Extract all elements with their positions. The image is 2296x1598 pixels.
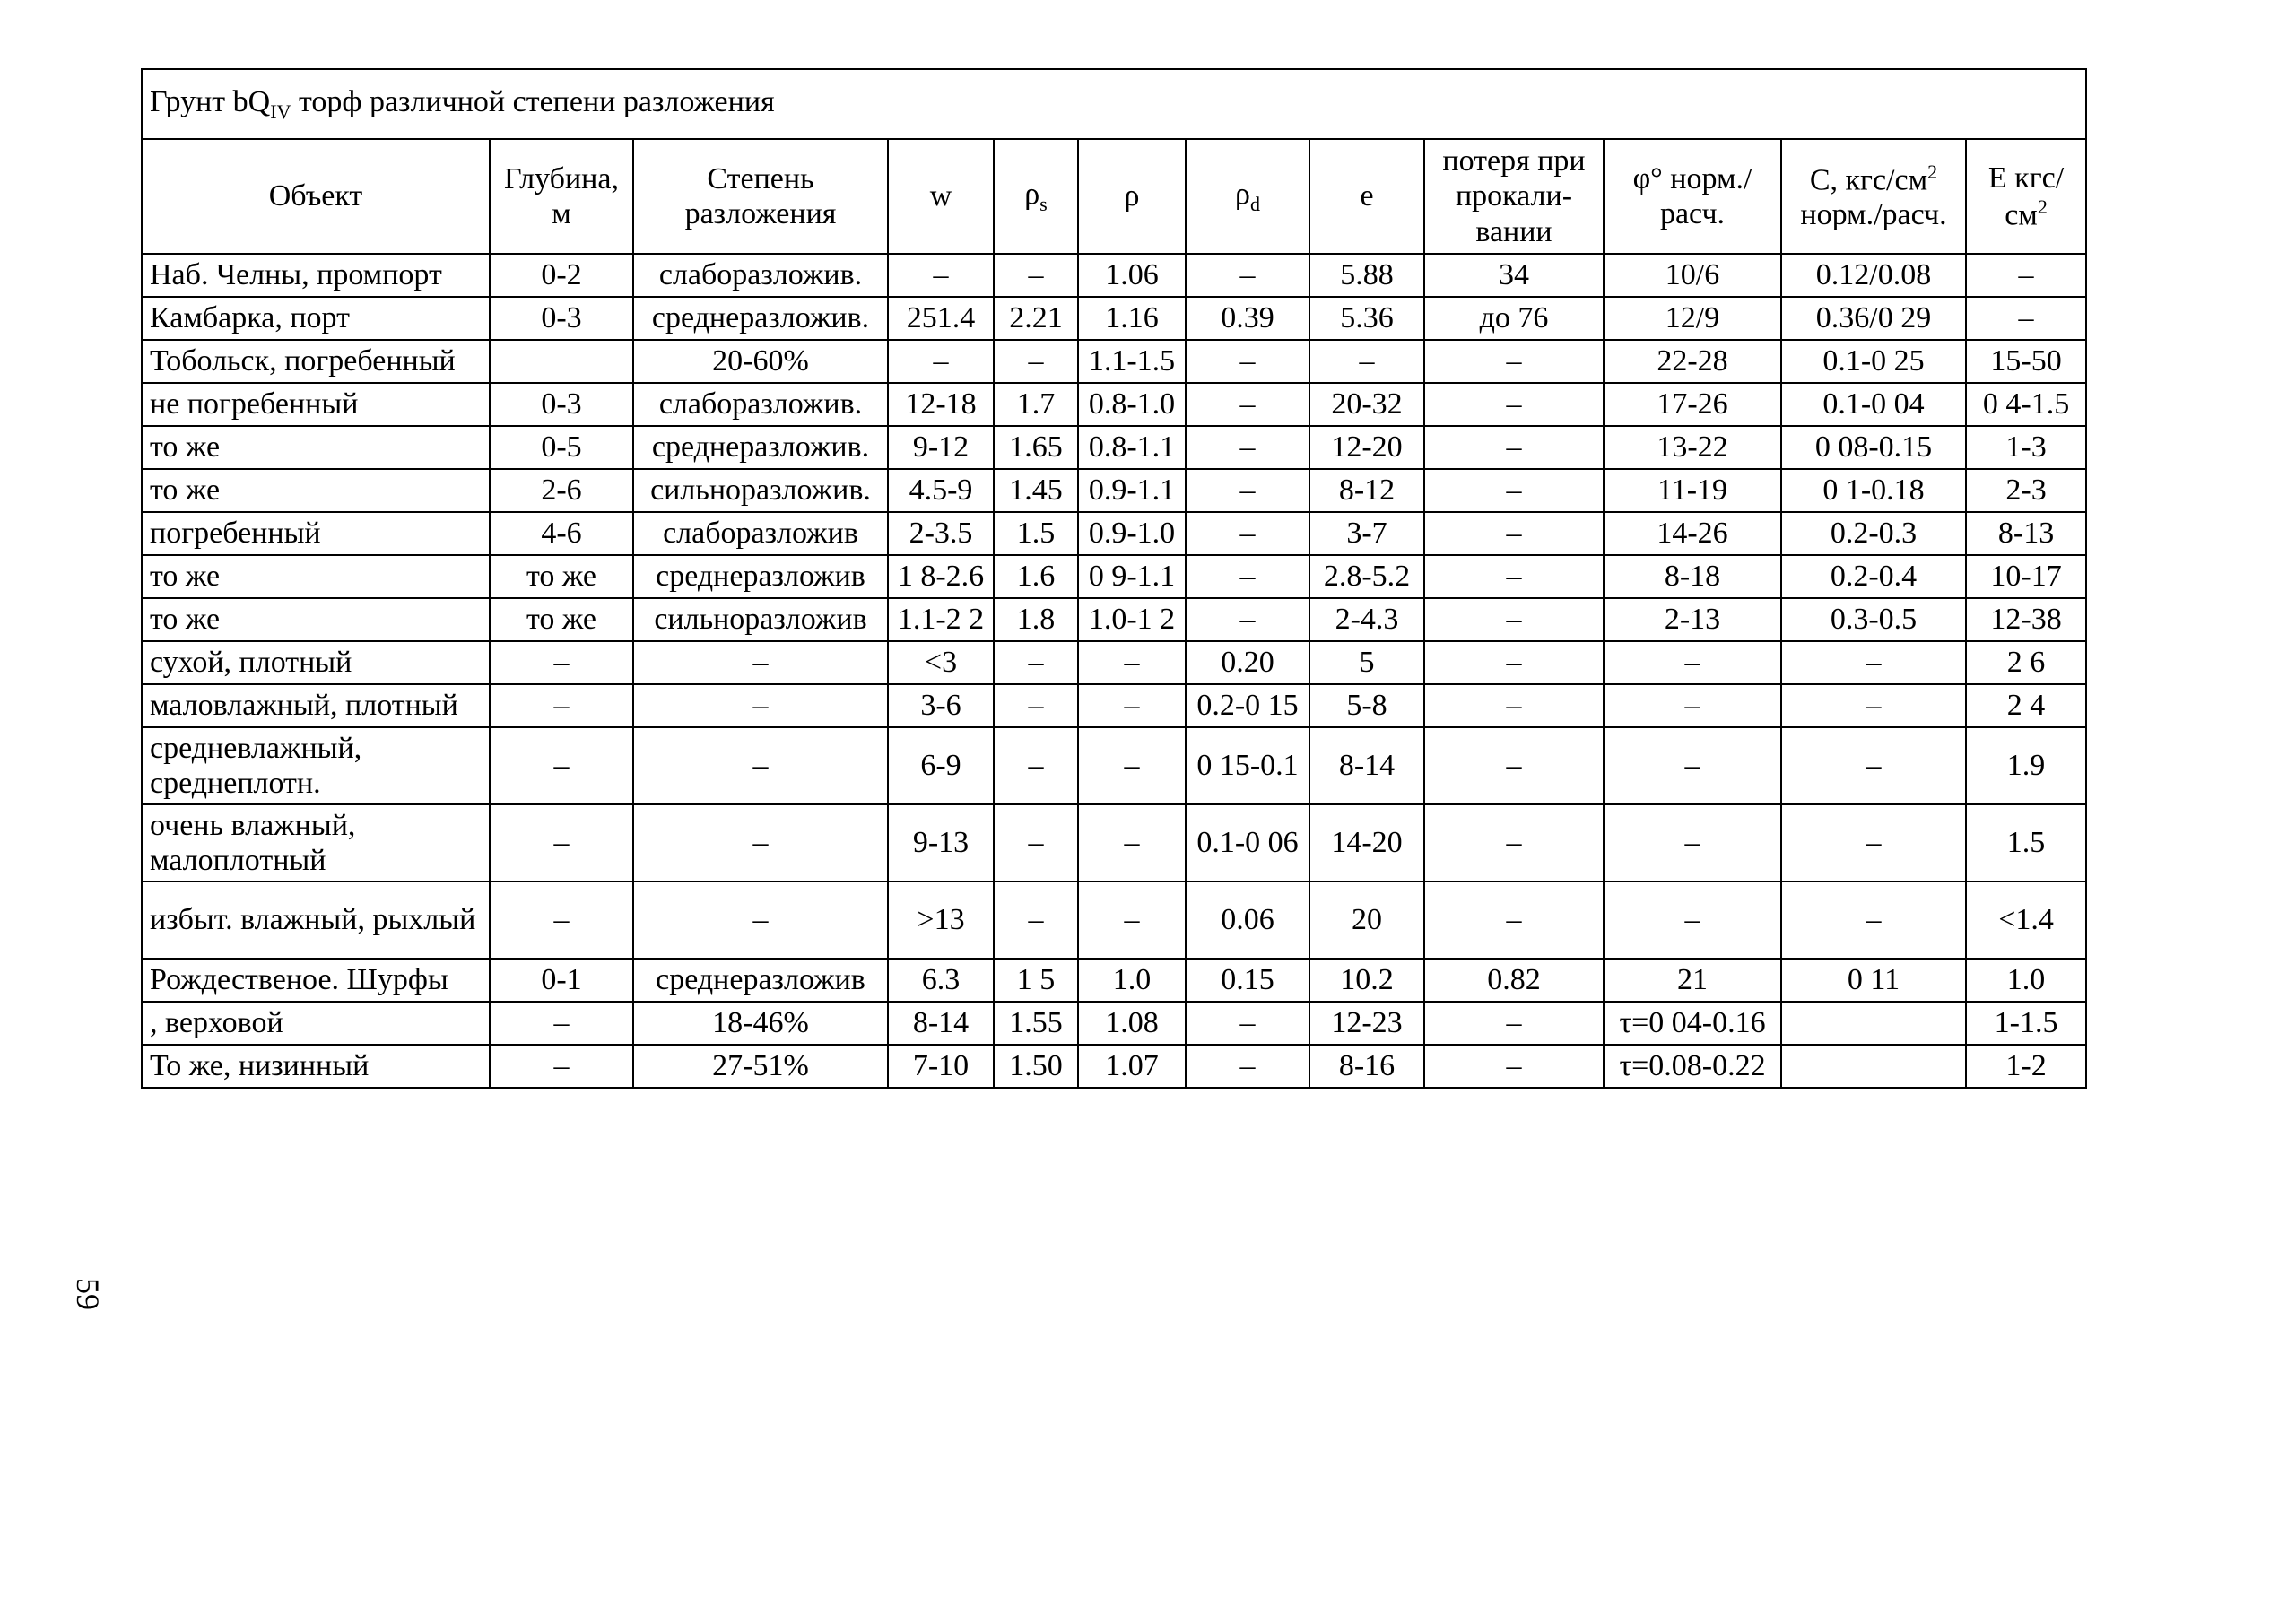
table-cell: 0.9-1.1 (1078, 469, 1186, 512)
table-cell: 5 (1309, 641, 1424, 684)
table-cell: 11-19 (1604, 469, 1781, 512)
table-cell: 1.65 (994, 426, 1078, 469)
table-cell: 13-22 (1604, 426, 1781, 469)
table-cell: 8-16 (1309, 1045, 1424, 1088)
soil-properties-table (141, 68, 2087, 1089)
header-e: e (1309, 139, 1424, 254)
object-cell: не погребенный (142, 383, 490, 426)
table-cell: – (888, 254, 994, 297)
table-cell: 0.8-1.1 (1078, 426, 1186, 469)
table-cell: 8-14 (888, 1002, 994, 1045)
header-depth: Глубина, м (490, 139, 633, 254)
table-cell: – (1604, 882, 1781, 959)
table-cell: 0.1-0 04 (1781, 383, 1966, 426)
header-modulus-e: Е кгс/$см^2$ (1966, 139, 2086, 254)
table-row (142, 1045, 2086, 1088)
table-cell: 0.9-1.0 (1078, 512, 1186, 555)
header-ignition-loss: потеря при прокали-вании (1424, 139, 1604, 254)
table-cell: – (1781, 882, 1966, 959)
table-cell: – (1186, 555, 1309, 598)
table-row (142, 383, 2086, 426)
table-cell: 251.4 (888, 297, 994, 340)
table-cell: – (1186, 426, 1309, 469)
table-cell: – (633, 641, 888, 684)
table-cell: 0.1-0 06 (1186, 804, 1309, 882)
table-cell: – (1309, 340, 1424, 383)
header-phi: φ° норм./расч. (1604, 139, 1781, 254)
table-cell: τ=0 04-0.16 (1604, 1002, 1781, 1045)
table-cell: 12-38 (1966, 598, 2086, 641)
table-cell: 1.07 (1078, 1045, 1186, 1088)
table-cell: – (1966, 297, 2086, 340)
table-cell: 1.50 (994, 1045, 1078, 1088)
table-cell: 0.82 (1424, 959, 1604, 1002)
table-cell: – (994, 684, 1078, 727)
table-cell: 0-3 (490, 297, 633, 340)
table-cell: 3-6 (888, 684, 994, 727)
object-cell: То же, низинный (142, 1045, 490, 1088)
table-cell: 6-9 (888, 727, 994, 804)
table-row (142, 340, 2086, 383)
table-cell: – (994, 804, 1078, 882)
object-cell: сухой, плотный (142, 641, 490, 684)
table-cell: – (1186, 340, 1309, 383)
table-cell: 0 11 (1781, 959, 1966, 1002)
object-cell: Наб. Челны, промпорт (142, 254, 490, 297)
page-number: 59 (70, 1278, 106, 1310)
table-cell: 1.55 (994, 1002, 1078, 1045)
table-cell: – (1781, 804, 1966, 882)
table-cell: – (1424, 598, 1604, 641)
object-cell: Рождественое. Шурфы (142, 959, 490, 1002)
table-row (142, 641, 2086, 684)
table-cell: среднеразложив (633, 959, 888, 1002)
table-cell: 1.0 (1966, 959, 2086, 1002)
table-cell: 5.36 (1309, 297, 1424, 340)
table-cell: 9-12 (888, 426, 994, 469)
table-cell: – (1604, 641, 1781, 684)
table-cell: среднеразложив (633, 555, 888, 598)
table-cell: – (1604, 684, 1781, 727)
object-cell: , верховой (142, 1002, 490, 1045)
object-cell: средневлажный, среднеплотн. (142, 727, 490, 804)
table-cell: 0 1-0.18 (1781, 469, 1966, 512)
table-cell: 14-20 (1309, 804, 1424, 882)
table-cell: сильноразложив (633, 598, 888, 641)
table-cell: – (633, 882, 888, 959)
table-row (142, 727, 2086, 804)
table-cell: – (1781, 684, 1966, 727)
table-cell: 8-12 (1309, 469, 1424, 512)
object-cell: Камбарка, порт (142, 297, 490, 340)
table-cell: – (1424, 1045, 1604, 1088)
table-cell: 1.16 (1078, 297, 1186, 340)
table-cell: 1.5 (1966, 804, 2086, 882)
table-cell: 1.1-2 2 (888, 598, 994, 641)
table-row (142, 426, 2086, 469)
table-cell: – (1186, 254, 1309, 297)
table-cell: то же (490, 598, 633, 641)
table-cell: 1.7 (994, 383, 1078, 426)
table-cell: 12/9 (1604, 297, 1781, 340)
table-cell: 8-14 (1309, 727, 1424, 804)
table-cell: 0-3 (490, 383, 633, 426)
table-cell: 1.08 (1078, 1002, 1186, 1045)
table-cell (1781, 1045, 1966, 1088)
table-cell: 1.45 (994, 469, 1078, 512)
table-cell: 0.3-0.5 (1781, 598, 1966, 641)
table-cell: – (490, 1002, 633, 1045)
table-cell: 22-28 (1604, 340, 1781, 383)
table-cell: 2-3 (1966, 469, 2086, 512)
table-cell: – (994, 641, 1078, 684)
table-cell: – (490, 882, 633, 959)
table-cell: 1.06 (1078, 254, 1186, 297)
header-rho-d: $\rho_d$ (1186, 139, 1309, 254)
table-cell: 20-32 (1309, 383, 1424, 426)
table-cell: 0.8-1.0 (1078, 383, 1186, 426)
table-cell: сильноразложив. (633, 469, 888, 512)
object-cell: то же (142, 555, 490, 598)
table-cell: – (490, 727, 633, 804)
object-cell: избыт. влажный, рыхлый (142, 882, 490, 959)
header-rho-s: $\rho_s$ (994, 139, 1078, 254)
table-cell: >13 (888, 882, 994, 959)
table-cell: – (1424, 555, 1604, 598)
table-cell: – (633, 804, 888, 882)
table-cell: 1.1-1.5 (1078, 340, 1186, 383)
object-cell: то же (142, 426, 490, 469)
table-cell: – (1424, 727, 1604, 804)
table-cell: 0.2-0 15 (1186, 684, 1309, 727)
table-cell: – (633, 684, 888, 727)
object-cell: погребенный (142, 512, 490, 555)
table-cell: 20 (1309, 882, 1424, 959)
header-w: w (888, 139, 994, 254)
table-cell: – (490, 1045, 633, 1088)
table-cell: 1.0 (1078, 959, 1186, 1002)
table-cell: 10-17 (1966, 555, 2086, 598)
header-decomposition: Степень разложения (633, 139, 888, 254)
table-row (142, 555, 2086, 598)
table-row (142, 598, 2086, 641)
table-cell: 2.8-5.2 (1309, 555, 1424, 598)
table-cell: – (1604, 804, 1781, 882)
table-cell: 8-13 (1966, 512, 2086, 555)
object-cell: то же (142, 598, 490, 641)
table-cell: – (994, 340, 1078, 383)
table-cell: 0.1-0 25 (1781, 340, 1966, 383)
table-row (142, 512, 2086, 555)
table-cell: 0.06 (1186, 882, 1309, 959)
table-cell: 7-10 (888, 1045, 994, 1088)
table-cell: 0.15 (1186, 959, 1309, 1002)
table-cell: 2-3.5 (888, 512, 994, 555)
table-row (142, 959, 2086, 1002)
table-cell: 1.9 (1966, 727, 2086, 804)
table-cell: – (490, 684, 633, 727)
table-cell: слаборазложив (633, 512, 888, 555)
table-cell: – (1424, 426, 1604, 469)
table-cell: – (1966, 254, 2086, 297)
table-cell: – (1078, 882, 1186, 959)
table-cell: 2-4.3 (1309, 598, 1424, 641)
table-cell: 1-2 (1966, 1045, 2086, 1088)
table-cell: 0.2-0.4 (1781, 555, 1966, 598)
table-cell: среднеразложив. (633, 426, 888, 469)
table-cell: 0.20 (1186, 641, 1309, 684)
table-cell: – (1424, 469, 1604, 512)
table-body (142, 254, 2086, 1088)
table-cell: 0.39 (1186, 297, 1309, 340)
table-cell: 1.0-1 2 (1078, 598, 1186, 641)
table-cell (1781, 1002, 1966, 1045)
table-cell: 0 9-1.1 (1078, 555, 1186, 598)
header-rho: ρ (1078, 139, 1186, 254)
table-cell: 12-23 (1309, 1002, 1424, 1045)
table-cell: 1 8-2.6 (888, 555, 994, 598)
table-cell: 6.3 (888, 959, 994, 1002)
table-cell: 4.5-9 (888, 469, 994, 512)
table-cell: 20-60% (633, 340, 888, 383)
table-cell: – (633, 727, 888, 804)
header-object: Объект (142, 139, 490, 254)
table-cell: 0-2 (490, 254, 633, 297)
table-cell: – (1186, 512, 1309, 555)
table-cell: 1.5 (994, 512, 1078, 555)
table-cell: слаборазложив. (633, 383, 888, 426)
table-cell: 15-50 (1966, 340, 2086, 383)
table-cell: – (1424, 340, 1604, 383)
table-row (142, 297, 2086, 340)
table-cell: τ=0.08-0.22 (1604, 1045, 1781, 1088)
table-cell: 0.2-0.3 (1781, 512, 1966, 555)
table-cell: – (490, 804, 633, 882)
table-cell: 5.88 (1309, 254, 1424, 297)
table-row (142, 254, 2086, 297)
table-cell: 0 15-0.1 (1186, 727, 1309, 804)
table-cell: – (1424, 684, 1604, 727)
table-cell: – (1186, 598, 1309, 641)
table-cell: – (1424, 804, 1604, 882)
table-cell: – (888, 340, 994, 383)
table-cell: – (490, 641, 633, 684)
table-row (142, 684, 2086, 727)
table-cell: 3-7 (1309, 512, 1424, 555)
table-cell: 18-46% (633, 1002, 888, 1045)
table-cell: 2-6 (490, 469, 633, 512)
table-cell: 0.36/0 29 (1781, 297, 1966, 340)
table-cell: – (1424, 383, 1604, 426)
table-cell: 1 5 (994, 959, 1078, 1002)
table-cell: 27-51% (633, 1045, 888, 1088)
table-cell: 14-26 (1604, 512, 1781, 555)
table-cell: – (1078, 641, 1186, 684)
table-cell: 12-20 (1309, 426, 1424, 469)
table-cell: 17-26 (1604, 383, 1781, 426)
table-cell: 2 6 (1966, 641, 2086, 684)
table-cell: – (1186, 469, 1309, 512)
table-cell: – (1078, 727, 1186, 804)
table-row (142, 469, 2086, 512)
table-cell: <3 (888, 641, 994, 684)
table-cell: 0-5 (490, 426, 633, 469)
table-cell: 8-18 (1604, 555, 1781, 598)
table-cell: 10/6 (1604, 254, 1781, 297)
table-cell: 0.12/0.08 (1781, 254, 1966, 297)
header-c: С, кгс/$см^2$ норм./расч. (1781, 139, 1966, 254)
table-cell: 21 (1604, 959, 1781, 1002)
table-cell: – (1186, 1002, 1309, 1045)
table-cell: 1.6 (994, 555, 1078, 598)
table-cell: 1.8 (994, 598, 1078, 641)
table-cell: – (1424, 1002, 1604, 1045)
table-cell: 10.2 (1309, 959, 1424, 1002)
table-cell: <1.4 (1966, 882, 2086, 959)
table-cell: 2-13 (1604, 598, 1781, 641)
table-row (142, 804, 2086, 882)
table-cell: – (1424, 882, 1604, 959)
object-cell: Тобольск, погребенный (142, 340, 490, 383)
table-cell: 34 (1424, 254, 1604, 297)
table-cell: – (1604, 727, 1781, 804)
table-row (142, 1002, 2086, 1045)
object-cell: то же (142, 469, 490, 512)
table-cell: 0-1 (490, 959, 633, 1002)
table-cell: 2.21 (994, 297, 1078, 340)
table-cell: 4-6 (490, 512, 633, 555)
object-cell: маловлажный, плотный (142, 684, 490, 727)
table-cell: – (1186, 383, 1309, 426)
table-cell: 2 4 (1966, 684, 2086, 727)
table-cell: то же (490, 555, 633, 598)
table-row (142, 882, 2086, 959)
table-title: Грунт $bQ_{IV}$ торф различной степени разложения (142, 69, 2086, 139)
table-cell: 12-18 (888, 383, 994, 426)
table-cell: 9-13 (888, 804, 994, 882)
table-cell: 1-1.5 (1966, 1002, 2086, 1045)
table-cell: – (994, 254, 1078, 297)
table-cell: слаборазложив. (633, 254, 888, 297)
table-cell: – (1424, 641, 1604, 684)
table-cell: – (1078, 684, 1186, 727)
table-cell: среднеразложив. (633, 297, 888, 340)
table-cell: – (1781, 727, 1966, 804)
table-cell: 1-3 (1966, 426, 2086, 469)
table-cell: – (994, 882, 1078, 959)
table-cell: – (1781, 641, 1966, 684)
table-cell: – (1078, 804, 1186, 882)
table-cell: 0 4-1.5 (1966, 383, 2086, 426)
table-cell: 0 08-0.15 (1781, 426, 1966, 469)
table-cell (490, 340, 633, 383)
table-cell: – (1186, 1045, 1309, 1088)
object-cell: очень влажный, малоплотный (142, 804, 490, 882)
table-cell: 5-8 (1309, 684, 1424, 727)
table-cell: – (994, 727, 1078, 804)
table-cell: до 76 (1424, 297, 1604, 340)
table-cell: – (1424, 512, 1604, 555)
